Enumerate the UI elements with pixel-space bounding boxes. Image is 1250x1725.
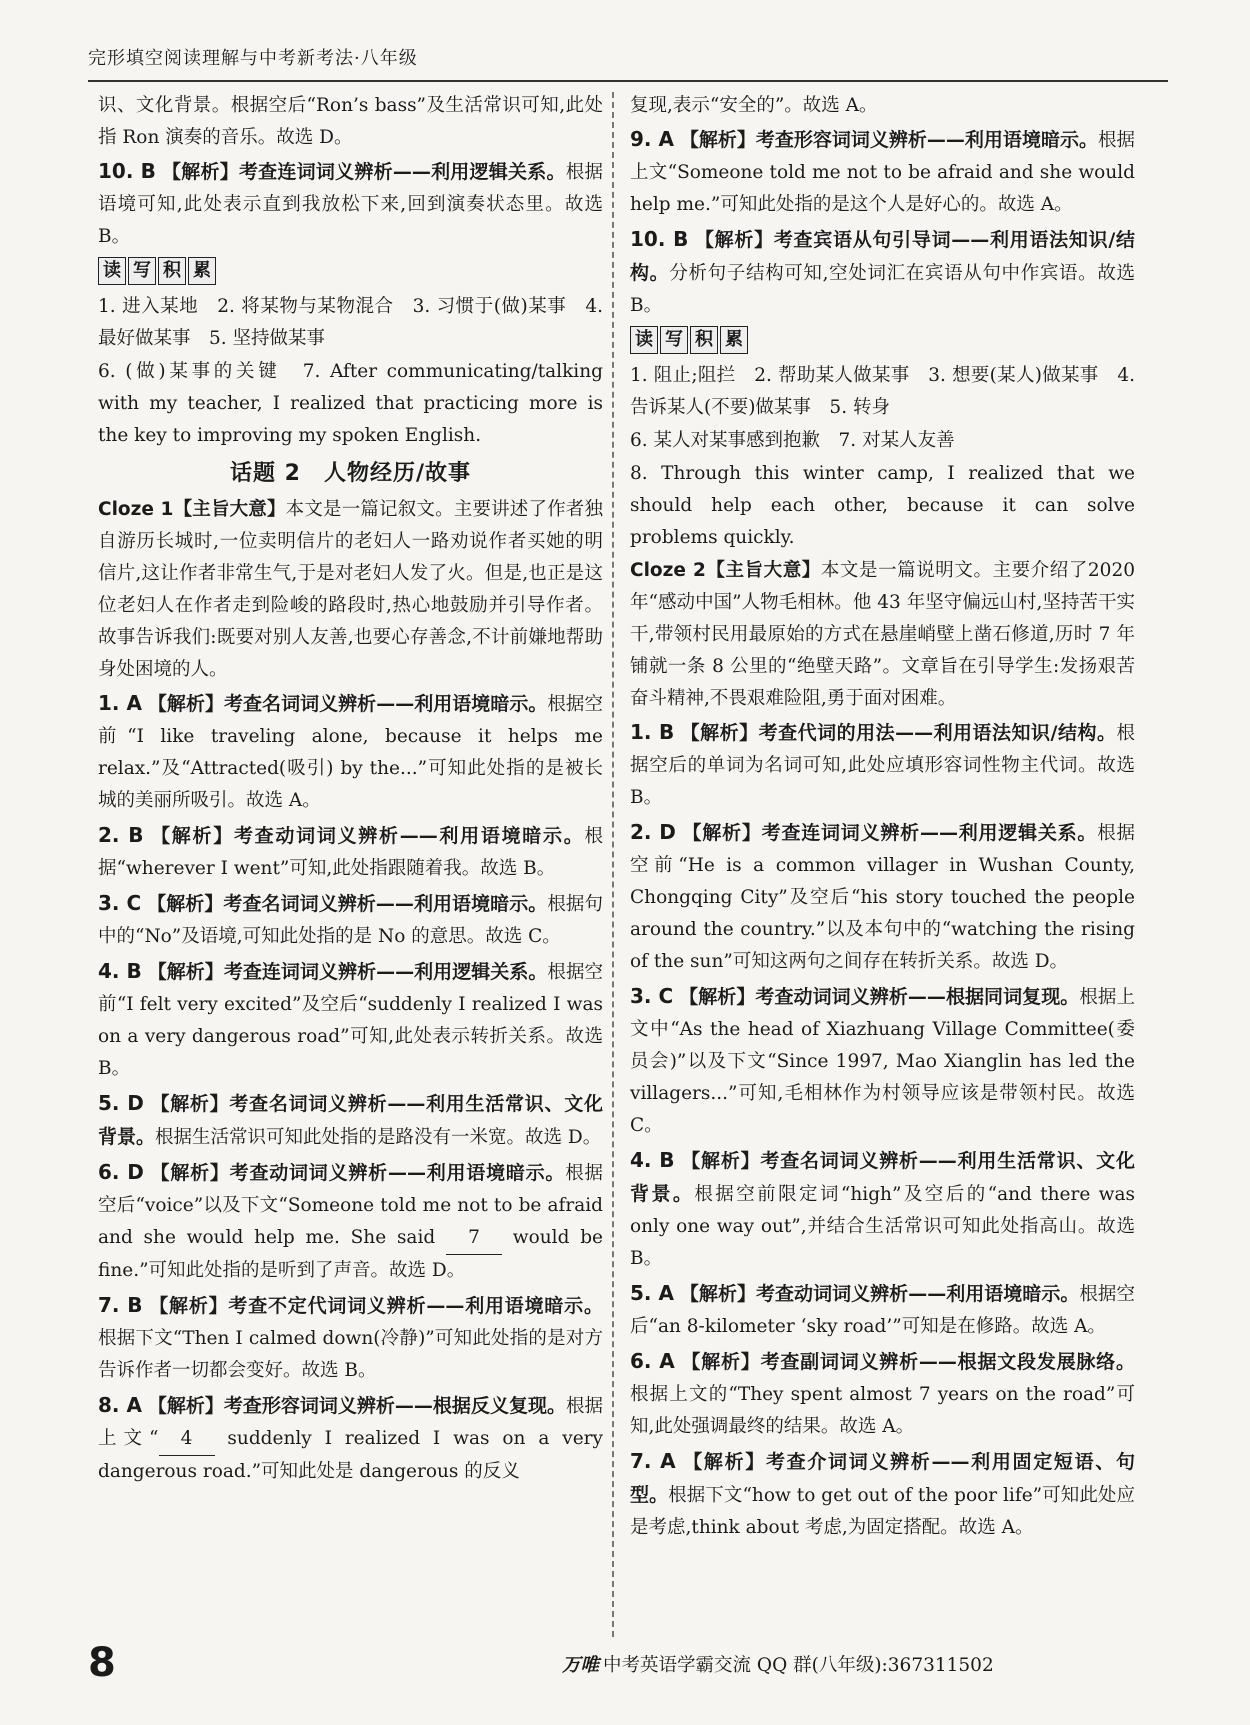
item-heading: 【解析】考查连词词义辨析——利用逻辑关系。 [682,822,1098,844]
right-accumulation-tags [630,326,1135,354]
item-number: 1. B [630,720,675,744]
item-heading: 【解析】考查不定代词词义辨析——利用语境暗示。 [149,1295,603,1317]
left-column [98,90,603,1490]
item-body: 根据空前“I felt very excited”及空后“suddenly I realized I was on a very dangerous road”可知,此处表示转折关系。故选 B。 [98,962,603,1079]
right-item [630,1277,1135,1343]
page-number: 8 [88,1640,116,1686]
cloze2-summary [630,555,1135,715]
brand-logo: 万唯 [562,1655,600,1676]
header-rule [88,80,1168,82]
left-item-8 [98,1389,603,1488]
right-accumulation-2: 6. 某人对某事感到抱歉 7. 对某人友善 [630,430,955,451]
right-item-9 [630,123,1135,221]
tag-lei: 累 [720,326,748,354]
left-accumulation-tags [98,257,603,285]
item-number: 4. B [630,1148,675,1172]
tag-du: 读 [630,326,658,354]
item-number: 6. A [630,1349,675,1373]
item-number: 6. D [98,1160,144,1184]
item-heading: 【解析】考查名词词义辨析——利用生活常识、文化背景。 [630,1150,1135,1205]
column-divider [612,92,614,1637]
cloze1-body: 本文是一篇记叙文。主要讲述了作者独自游历长城时,一位卖明信片的老妇人一路劝说作者买她的明信片,这让作者非常生气,于是对老妇人发了火。但是,也正是这位老妇人在作者走到险峻的路段时,热心地鼓励并引导作者。故事告诉我们:既要对别人友善,也要心存善念,不计前嫌地帮助身处困境的人。 [98,499,603,680]
item-heading: 【解析】考查介词词义辨析——利用固定短语、句型。 [630,1451,1135,1506]
right-item [630,980,1135,1142]
tag-ji: 积 [158,257,186,285]
item-body: 根据下文“Then I calmed down(冷静)”可知此处指的是对方告诉作者一切都会变好。故选 B。 [98,1328,603,1381]
item-heading: 【解析】考查动词词义辨析——根据同词复现。 [679,986,1080,1008]
footer-text [562,1651,994,1677]
tag-lei: 累 [188,257,216,285]
left-accumulation-2: 6. (做)某事的关键 7. After communicating/talking with my teacher, I realized that practicing more is the key to improving my spoken English. [98,361,603,446]
page-header: 完形填空阅读理解与中考新考法·八年级 [88,48,418,69]
item-body: 根据上文中“As the head of Xiazhuang Village Committee(委员会)”以及下文“Since 1997, Mao Xianglin has led the villagers...”可知,毛相林作为村领导应该是带领村民。故选 C。 [630,987,1135,1136]
item-number: 5. D [98,1091,144,1115]
cloze1-label: Cloze 1【主旨大意】 [98,499,286,520]
item-body: 根据空后“voice”以及下文“Someone told me not to be afraid and she would help me. She said [98,1163,603,1248]
tag-xie: 写 [128,257,156,285]
item-heading: 【解析】考查宾语从句引导词——利用语法知识/结构。 [630,229,1135,284]
item-body-tail: would be fine.”可知此处指的是听到了声音。故选 D。 [98,1227,604,1281]
item-number: 3. C [98,891,142,915]
item-body: 根据下文“how to get out of the poor life”可知此处应是考虑,think about 考虑,为固定搭配。故选 A。 [630,1485,1135,1538]
left-item-10 [98,155,603,253]
right-item [630,1144,1135,1275]
item-number: 2. B [98,823,144,847]
tag-du: 读 [98,257,126,285]
item-number: 5. A [630,1281,674,1305]
cloze1-summary [98,494,603,686]
left-item [98,955,603,1085]
item-body: 根据上文的“They spent almost 7 years on the road”可知,此处强调最终的结果。故选 A。 [630,1384,1135,1437]
item-number: 9. A [630,127,674,151]
item-body: 根据生活常识可知此处指的是路没有一米宽。故选 D。 [155,1127,602,1148]
item-heading: 【解析】考查连词词义辨析——利用逻辑关系。 [147,961,548,983]
item-number: 8. A [98,1393,142,1417]
right-item [630,816,1135,978]
footer-qq-group: 中考英语学霸交流 QQ 群(八年级):367311502 [603,1655,994,1676]
item-body: 分析句子结构可知,空处词汇在宾语从句中作宾语。故选 B。 [630,263,1135,316]
item-number: 7. A [630,1449,676,1473]
right-item-10 [630,223,1135,322]
right-accumulation-3: 8. Through this winter camp, I realized that we should help each other, because it can solve problems quickly. [630,463,1135,548]
item-number: 1. A [98,691,142,715]
item-heading: 【解析】考查名词词义辨析——利用语境暗示。 [147,693,548,715]
item-number: 7. B [98,1293,143,1317]
right-column [630,90,1135,1546]
item-number: 3. C [630,984,674,1008]
cloze2-label: Cloze 2【主旨大意】 [630,560,821,581]
item-body-tail: suddenly I realized I was on a very dangerous road.”可知此处是 dangerous 的反义 [98,1428,603,1482]
left-item [98,887,603,953]
left-lead-text: 识、文化背景。根据空后“Ron’s bass”及生活常识可知,此处指 Ron 演奏的音乐。故选 D。 [98,95,603,148]
item-number: 4. B [98,959,142,983]
left-item [98,819,603,885]
right-item [630,1445,1135,1544]
item-body: 根据语境可知,此处表示直到我放松下来,回到演奏状态里。故选 B。 [98,162,603,247]
item-heading: 【解析】考查代词的用法——利用语法知识/结构。 [680,722,1117,744]
left-item-7 [98,1289,603,1387]
left-accumulation-1: 1. 进入某地 2. 将某物与某物混合 3. 习惯于(做)某事 4. 最好做某事 5. 坚持做某事 [98,296,603,349]
item-number: 10. B [98,159,156,183]
left-item [98,687,603,817]
item-body: 根据上文“Someone told me not to be afraid and she would help me.”可知此处指的是这个人是好心的。故选 A。 [630,130,1135,215]
item-body: 根据上文“ [98,1396,603,1449]
item-body: 根据空后的单词为名词可知,此处应填形容词性物主代词。故选 B。 [630,723,1135,808]
item-heading: 【解析】考查形容词词义辨析——根据反义复现。 [147,1395,566,1417]
item-heading: 【解析】考查动词词义辨析——利用语境暗示。 [679,1283,1080,1305]
item-heading: 【解析】考查动词词义辨析——利用语境暗示。 [150,1162,566,1184]
right-lead-text: 复现,表示“安全的”。故选 A。 [630,95,878,116]
right-item [630,1345,1135,1443]
item-body: 根据空前限定词“high”及空后的“and there was only one way out”,并结合生活常识可知此处指高山。故选 B。 [630,1184,1135,1269]
item-heading: 【解析】考查副词词义辨析——根据文段发展脉络。 [681,1351,1135,1373]
item-body: 根据空后“an 8-kilometer ‘sky road’”可知是在修路。故选 A。 [630,1284,1135,1337]
item-body: 根据“wherever I went”可知,此处指跟随着我。故选 B。 [98,826,603,879]
item-body: 根据空前“He is a common villager in Wushan County, Chongqing City”及空后“his story touched the people around the country.”以及本句中的“watching the rising of the sun”可知这两句之间存在转折关系。故选 D。 [630,823,1135,972]
left-item [98,1156,603,1287]
item-body: 根据句中的“No”及语境,可知此处指的是 No 的意思。故选 C。 [98,894,603,947]
tag-ji: 积 [690,326,718,354]
left-item [98,1087,603,1154]
item-heading: 【解析】考查连词词义辨析——利用逻辑关系。 [162,161,566,183]
item-number: 2. D [630,820,676,844]
cloze2-body: 本文是一篇说明文。主要介绍了2020 年“感动中国”人物毛相林。他 43 年坚守偏远山村,坚持苦干实干,带领村民用最原始的方式在悬崖峭壁上凿石修道,历时 7 年铺就一条 8 公里的“绝壁天路”。文章旨在引导学生:发扬艰苦奋斗精神,不畏艰难险阻,勇于面对困难。 [630,560,1135,709]
item-body: 根据空前“I like traveling alone, because it helps me relax.”及“Attracted(吸引) by the...”可知此处指的是被长城的美丽所吸引。故选 A。 [98,694,603,811]
item-heading: 【解析】考查形容词词义辨析——利用语境暗示。 [679,129,1098,151]
item-heading: 【解析】考查名词词义辨析——利用生活常识、文化背景。 [98,1093,603,1148]
item-heading: 【解析】考查名词词义辨析——利用语境暗示。 [147,893,548,915]
blank-number: 4 [159,1423,215,1456]
topic-title: 话题 2 人物经历/故事 [229,461,471,486]
tag-xie: 写 [660,326,688,354]
right-accumulation-1: 1. 阻止;阻拦 2. 帮助某人做某事 3. 想要(某人)做某事 4. 告诉某人(不要)做某事 5. 转身 [630,365,1135,418]
item-number: 10. B [630,227,689,251]
blank-number: 7 [446,1222,502,1255]
right-item [630,716,1135,814]
item-heading: 【解析】考查动词词义辨析——利用语境暗示。 [151,825,585,847]
